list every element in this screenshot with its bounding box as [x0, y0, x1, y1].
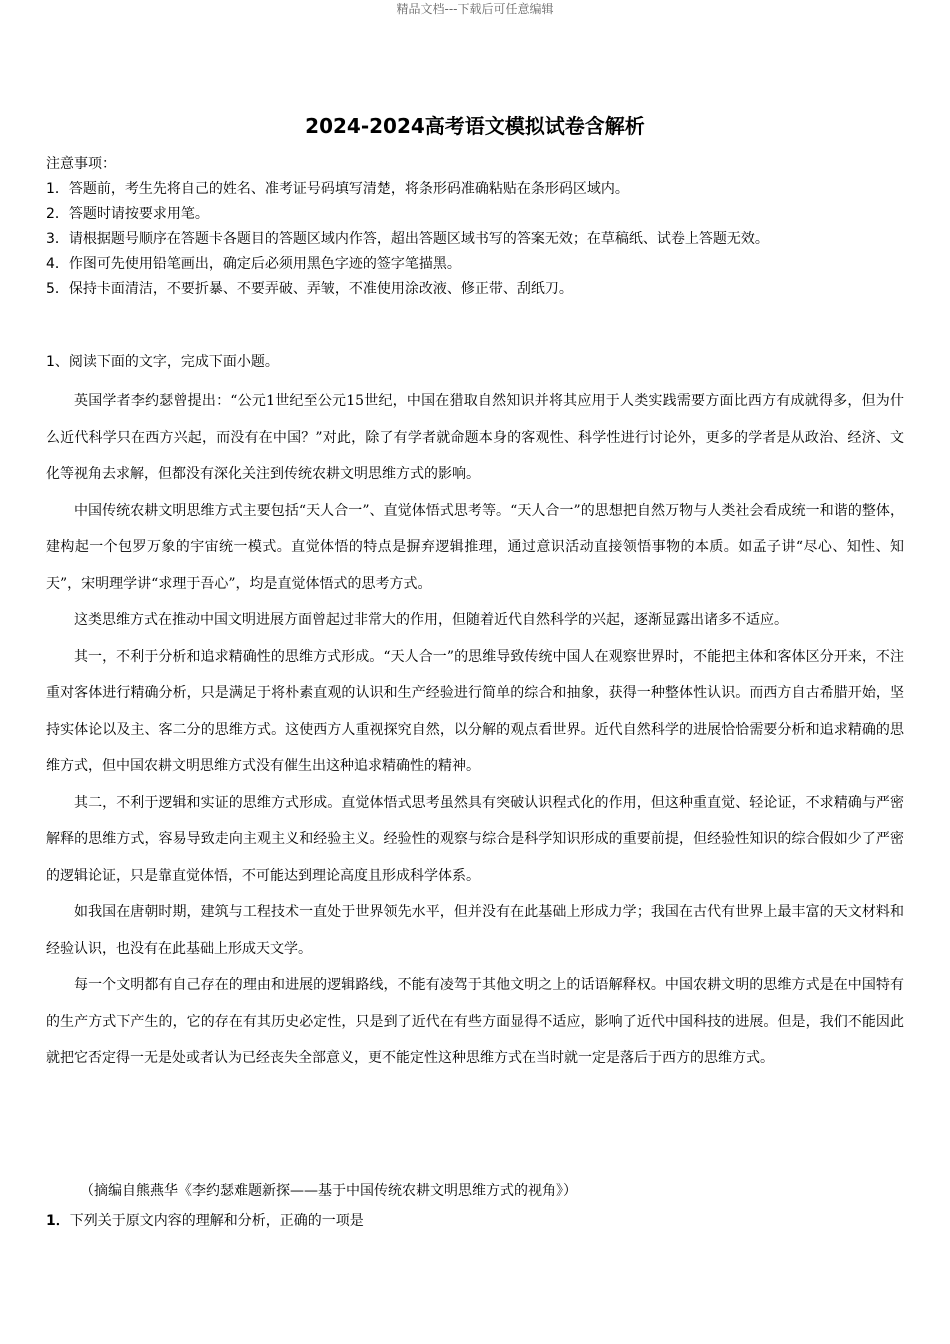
notice-heading: 注意事项： [46, 156, 116, 172]
passage-paragraph: 中国传统农耕文明思维方式主要包括“天人合一”、直觉体悟式思考等。“天人合一”的思想把自然万物与人类社会看成统一和谐的整体，建构起一个包罗万象的宇宙统一模式。直觉体悟的特点是摒弃逻辑推理，通过意识活动直接领悟事物的本质。如孟子讲“尽心、知性、知天”，宋明理学讲“求理于吾心”，均是直觉体悟式的思考方式。 [46, 502, 904, 592]
passage-paragraph: 其一，不利于分析和追求精确性的思维方式形成。“天人合一”的思维导致传统中国人在观察世界时，不能把主体和客体区分开来，不注重对客体进行精确分析，只是满足于将朴素直观的认识和生产经验进行简单的综合和抽象，获得一种整体性认识。而西方自古希腊开始，坚持实体论以及主、客二分的思维方式。这使西方人重视探究自然，以分解的观点看世界。近代自然科学的进展恰恰需要分析和追求精确的思维方式，但中国农耕文明思维方式没有催生出这种追求精确性的精神。 [46, 648, 904, 774]
question-number: 1． [46, 1213, 70, 1229]
notice-item: 1．答题前，考生先将自己的姓名、准考证号码填写清楚，将条形码准确粘贴在条形码区域内。 [46, 181, 629, 197]
notice-item: 4．作图可先使用铅笔画出，确定后必须用黑色字迹的签字笔描黑。 [46, 256, 461, 272]
question-item [46, 1210, 364, 1230]
question-text: 下列关于原文内容的理解和分析，正确的一项是 [69, 1213, 364, 1229]
question-intro: 1、阅读下面的文字，完成下面小题。 [46, 354, 279, 370]
notice-item: 2．答题时请按要求用笔。 [46, 206, 209, 222]
passage-paragraph: 每一个文明都有自己存在的理由和进展的逻辑路线，不能有凌驾于其他文明之上的话语解释权。中国农耕文明的思维方式是在中国特有的生产方式下产生的，它的存在有其历史必定性，只是到了近代在有些方面显得不适应，影响了近代中国科技的进展。但是，我们不能因此就把它否定得一无是处或者认为已经丧失全部意义，更不能定性这种思维方式在当时就一定是落后于西方的思维方式。 [46, 977, 904, 1066]
header-note: 精品文档---下载后可任意编辑 [396, 2, 554, 16]
passage-paragraph: 英国学者李约瑟曾提出：“公元1世纪至公元15世纪，中国在猎取自然知识并将其应用于人类实践需要方面比西方有成就得多，但为什么近代科学只在西方兴起，而没有在中国？”对此，除了有学者就命题本身的客观性、科学性进行讨论外，更多的学者是从政治、经济、文化等视角去求解，但都没有深化关注到传统农耕文明思维方式的影响。 [46, 393, 904, 482]
passage-paragraph: 其二，不利于逻辑和实证的思维方式形成。直觉体悟式思考虽然具有突破认识程式化的作用，但这种重直觉、轻论证，不求精确与严密解释的思维方式，容易导致走向主观主义和经验主义。经验性的观察与综合是科学知识形成的重要前提，但经验性知识的综合假如少了严密的逻辑论证，只是靠直觉体悟，不可能达到理论高度且形成科学体系。 [46, 794, 904, 884]
passage-source: （摘编自熊燕华《李约瑟难题新探——基于中国传统农耕文明思维方式的视角》） [80, 1183, 577, 1199]
page-title: 2024-2024高考语文模拟试卷含解析 [305, 114, 645, 138]
passage-paragraph: 如我国在唐朝时期，建筑与工程技术一直处于世界领先水平，但并没有在此基础上形成力学；我国在古代有世界上最丰富的天文材料和经验认识，也没有在此基础上形成天文学。 [46, 904, 904, 957]
notice-item: 3．请根据题号顺序在答题卡各题目的答题区域内作答，超出答题区域书写的答案无效；在草稿纸、试卷上答题无效。 [46, 231, 769, 247]
notice-item: 5．保持卡面清洁，不要折暴、不要弄破、弄皱，不准使用涂改液、修正带、刮纸刀。 [46, 281, 573, 297]
notice-section [46, 152, 916, 302]
passage-paragraph: 这类思维方式在推动中国文明进展方面曾起过非常大的作用，但随着近代自然科学的兴起，逐渐显露出诸多不适应。 [74, 612, 788, 628]
reading-passage [46, 383, 904, 1077]
